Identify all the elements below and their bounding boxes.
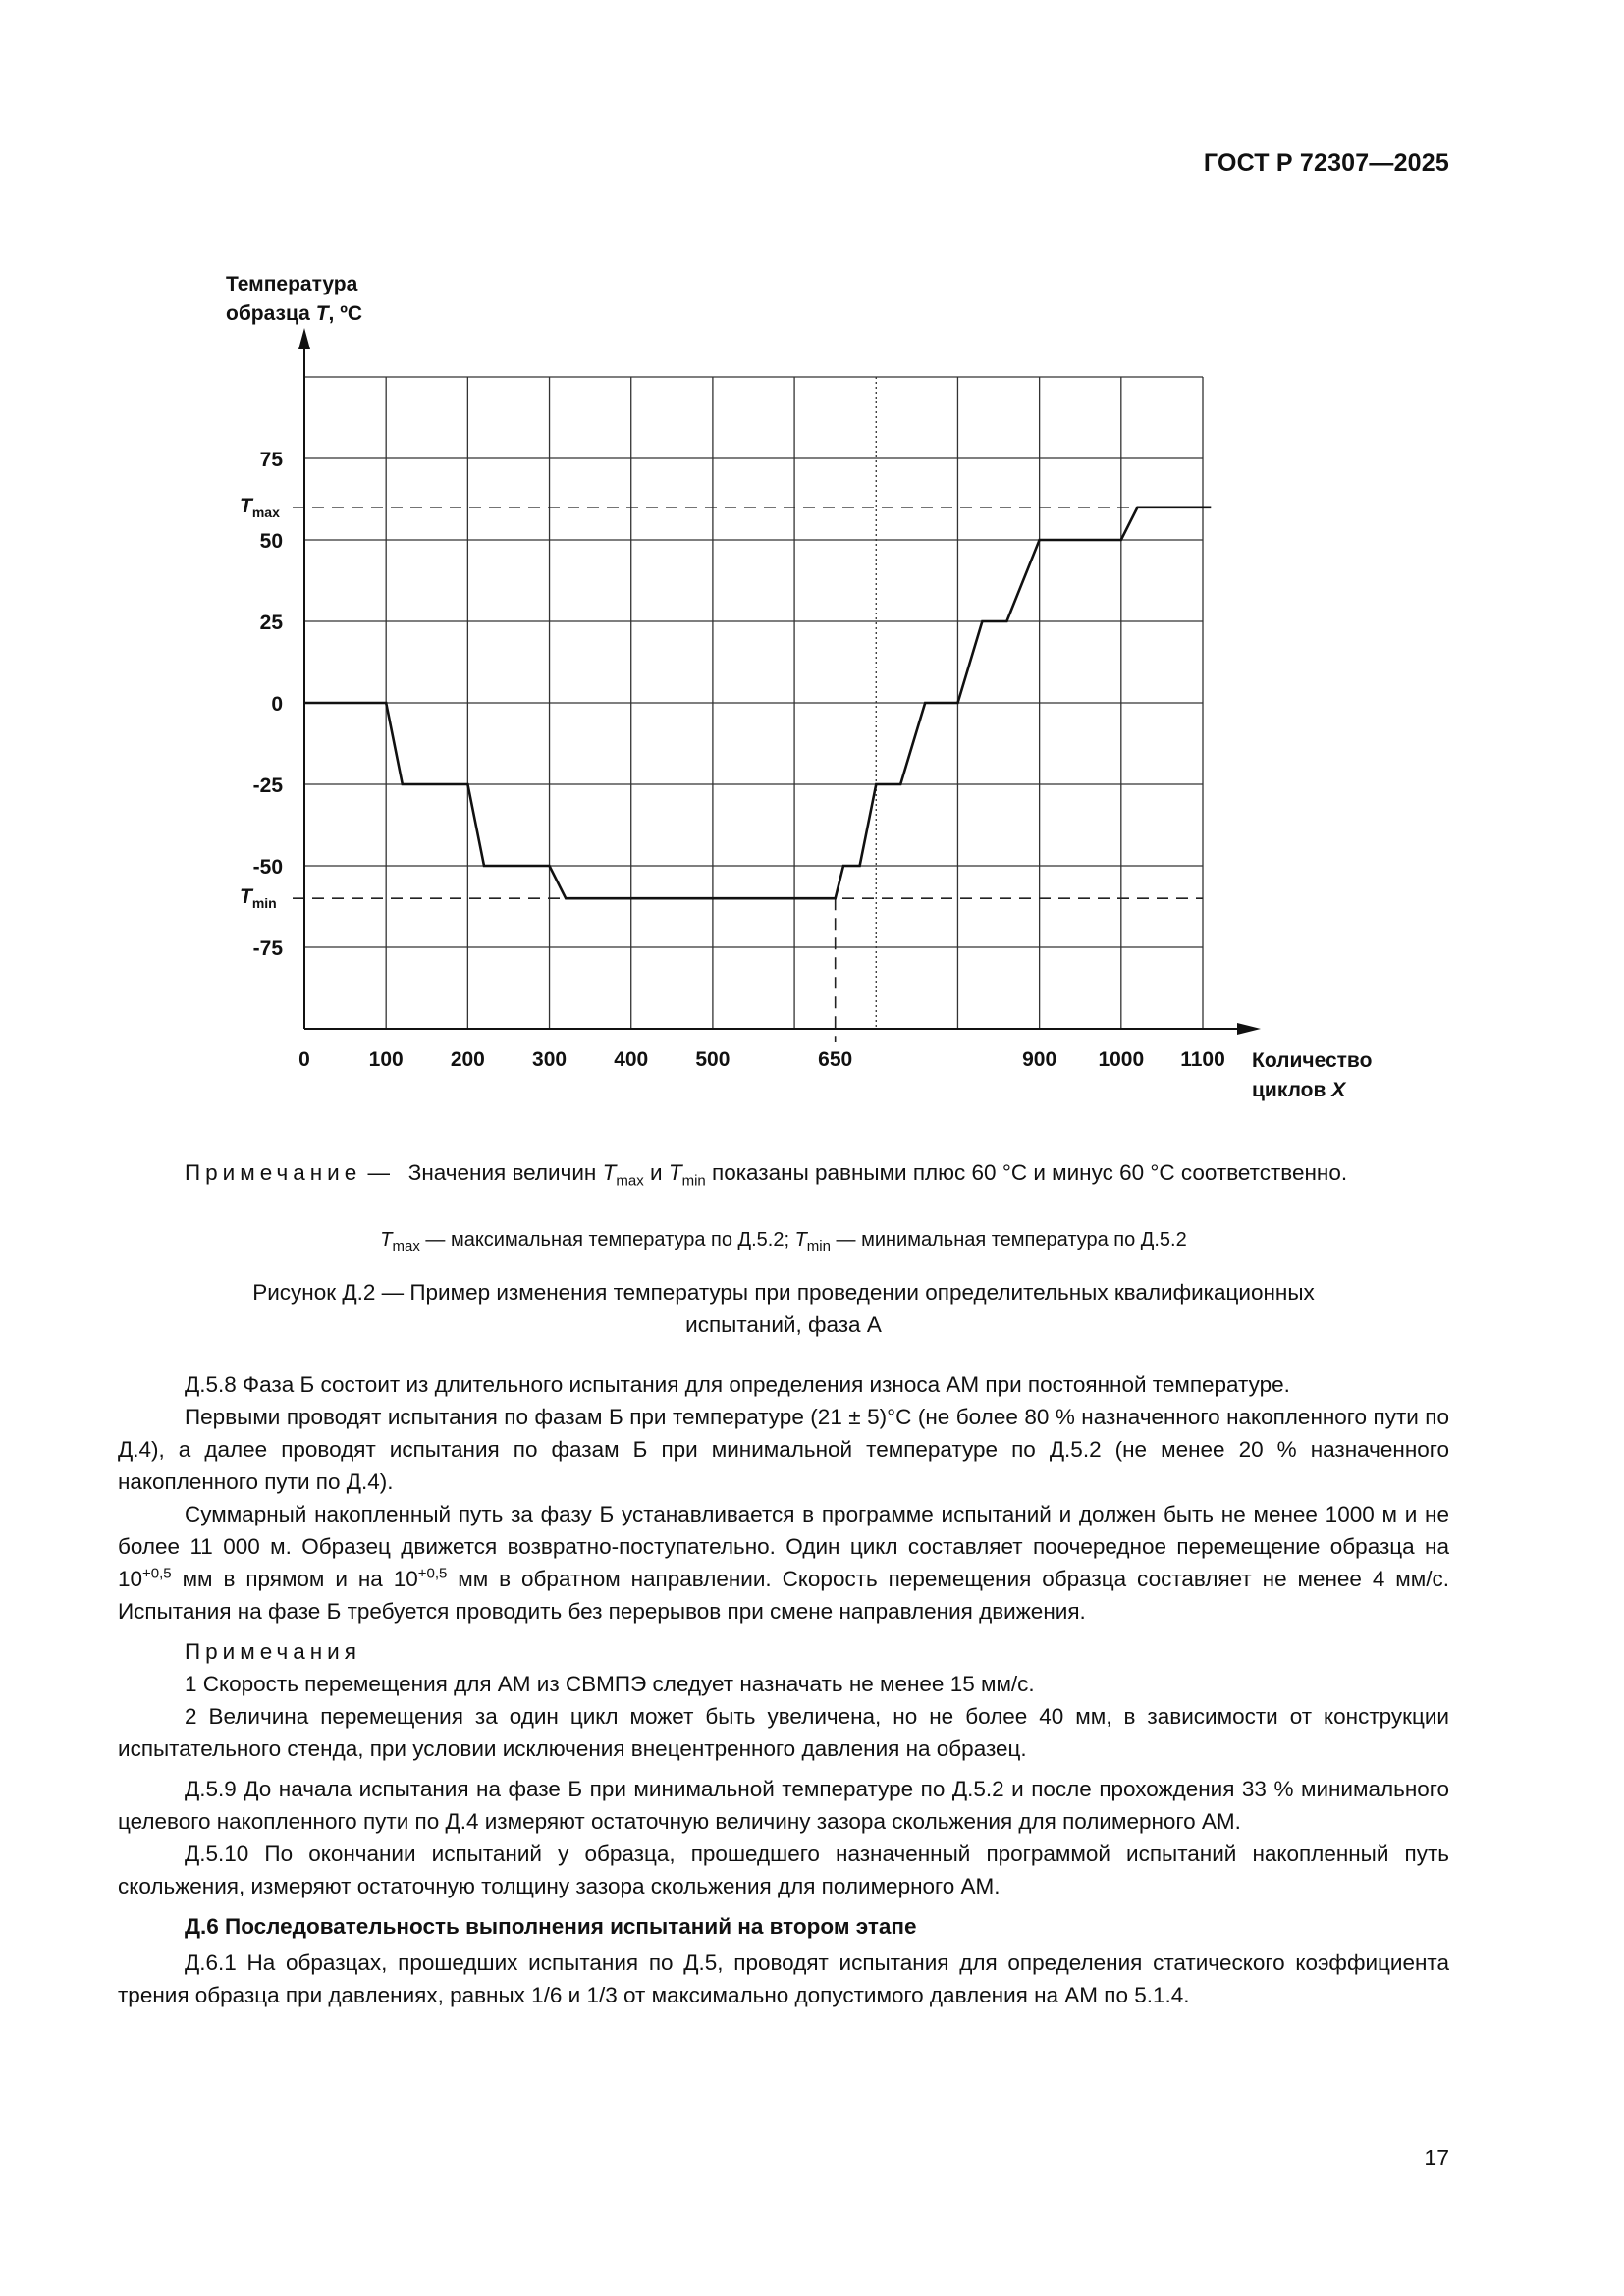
legend-tmin-desc: — минимальная температура по Д.5.2: [836, 1229, 1187, 1251]
figure-caption: [157, 1276, 1410, 1341]
y-tick-label: -50: [252, 856, 283, 879]
x-axis-label-line2: [1252, 1079, 1347, 1101]
legend-tmin-symbol: T: [794, 1229, 807, 1251]
temperature-chart: [0, 0, 1624, 1129]
x-tick-label: 200: [450, 1048, 485, 1071]
note-tmin-symbol: T: [668, 1160, 682, 1185]
page-number: 17: [1424, 2145, 1449, 2170]
note-item-2: 2 Величина перемещения за один цикл может быть увеличена, но не более 40 мм, в зависимости от конструкции испытательного стенда, при условии исключения внецентренного давления на образец.: [118, 1704, 1449, 1761]
total-path-sup-1: +0,5: [142, 1565, 172, 1582]
ref-label-max: $T_{max}$: [240, 494, 280, 520]
note-dash: —: [367, 1160, 390, 1185]
x-axis-arrow: [1237, 1023, 1261, 1035]
x-tick-label: 0: [298, 1048, 310, 1071]
y-axis-label-line2: [226, 302, 362, 325]
note-item-1: 1 Скорость перемещения для АМ из СВМПЭ следует назначать не менее 15 мм/с.: [185, 1672, 1035, 1696]
x-tick-label: 300: [532, 1048, 568, 1071]
legend-tmin-sub: min: [806, 1238, 831, 1255]
y-tick-label: 50: [259, 530, 283, 553]
x-tick-label: 500: [695, 1048, 731, 1071]
y-axis-label-word: образца: [226, 302, 310, 325]
y-axis-arrow: [298, 328, 310, 349]
note-tmin-sub: min: [681, 1172, 706, 1190]
y-tick-label: 25: [259, 612, 283, 634]
paragraph-first-tests: Первыми проводят испытания по фазам Б при температуре (21 ± 5)°С (не более 80 % назначенного накопленного пути по Д.4), а далее проводят испытания по фазам Б при минимальной температуре по Д.5.2 (не менее 20 % назначенного накопленного пути по Д.4).: [118, 1405, 1449, 1494]
x-tick-label: 400: [614, 1048, 649, 1071]
ref-label-min: $T_{min}$: [240, 885, 277, 912]
note-text-a: Значения величин: [407, 1160, 597, 1185]
y-tick-label: -75: [252, 937, 283, 960]
chart-reference-lines: [293, 507, 1203, 1042]
chart-grid: [304, 377, 1203, 1029]
chart-axes: [298, 328, 1261, 1035]
x-axis-label-word: циклов: [1252, 1079, 1326, 1101]
total-path-text-a: Суммарный накопленный путь за фазу Б устанавливается в программе испытаний и должен быть не менее 1000 м и не более 11 000 м. Образец движется возвратно-поступательно. Один цикл составляет поочередное перемещение образца на 10: [118, 1502, 1449, 1591]
notes-title: Примечания: [185, 1639, 361, 1664]
y-axis-label-unit: , ºC: [328, 302, 363, 325]
legend-tmax-sub: max: [392, 1238, 420, 1255]
x-tick-label: 1100: [1180, 1048, 1225, 1071]
y-axis-label-symbol: T: [315, 302, 329, 325]
x-tick-label: 1000: [1098, 1048, 1145, 1071]
ref-label-sub-min: min: [251, 895, 277, 912]
main-text: [118, 1368, 1449, 2011]
note-tmax-sub: max: [616, 1172, 644, 1190]
paragraph-d510: Д.5.10 По окончании испытаний у образца, прошедшего назначенный программой испытаний накопленный путь скольжения, измеряют остаточную толщину зазора скольжения для полимерного АМ.: [118, 1842, 1449, 1898]
note-and: и: [649, 1160, 663, 1185]
x-tick-label: 100: [368, 1048, 404, 1071]
note-text-b: показаны равными плюс 60 °С и минус 60 °С соответственно.: [712, 1160, 1348, 1185]
x-axis-label-line1: Количество: [1252, 1049, 1373, 1072]
total-path-text-b: мм в прямом и на 10: [171, 1567, 418, 1591]
ref-label-sub-max: max: [251, 504, 280, 520]
paragraph-total-path: [118, 1498, 1449, 1628]
legend-tmax-symbol: T: [380, 1229, 393, 1251]
figure-legend: [118, 1229, 1449, 1255]
total-path-sup-2: +0,5: [417, 1565, 448, 1582]
y-tick-label: 0: [271, 693, 283, 716]
x-axis-label-symbol: X: [1331, 1079, 1346, 1101]
figure-note: [118, 1156, 1449, 1189]
y-tick-label: 75: [259, 449, 283, 471]
chart-tick-labels: [240, 449, 1225, 1071]
paragraph-d58: Д.5.8 Фаза Б состоит из длительного испытания для определения износа АМ при постоянной температуре.: [185, 1372, 1290, 1397]
legend-tmax-desc: — максимальная температура по Д.5.2;: [425, 1229, 790, 1251]
caption-line1: Рисунок Д.2 — Пример изменения температуры при проведении определительных квалификационных: [252, 1280, 1315, 1305]
y-tick-label: -25: [252, 774, 283, 797]
document-id-header: ГОСТ Р 72307—2025: [1203, 149, 1449, 177]
x-tick-label: 650: [818, 1048, 853, 1071]
chart-axis-labels: [226, 273, 1372, 1101]
x-tick-label: 900: [1022, 1048, 1057, 1071]
note-label: Примечание: [185, 1160, 362, 1185]
note-tmax-symbol: T: [602, 1160, 617, 1185]
paragraph-d59: Д.5.9 До начала испытания на фазе Б при минимальной температуре по Д.5.2 и после прохождения 33 % минимального целевого накопленного пути по Д.4 измеряют остаточную величину зазора скольжения для полимерного АМ.: [118, 1777, 1449, 1834]
paragraph-d61: Д.6.1 На образцах, прошедших испытания по Д.5, проводят испытания для определения статического коэффициента трения образца при давлениях, равных 1/6 и 1/3 от максимально допустимого давления на АМ по 5.1.4.: [118, 1950, 1449, 2007]
section-heading-d6: Д.6 Последовательность выполнения испытаний на втором этапе: [185, 1914, 917, 1939]
y-axis-label-line1: Температура: [226, 273, 358, 295]
caption-line2: испытаний, фаза А: [685, 1312, 882, 1337]
total-path-text-c: мм в обратном направлении. Скорость перемещения образца составляет не менее 4 мм/с. Испытания на фазе Б требуется проводить без перерывов при смене направления движения.: [118, 1567, 1449, 1624]
